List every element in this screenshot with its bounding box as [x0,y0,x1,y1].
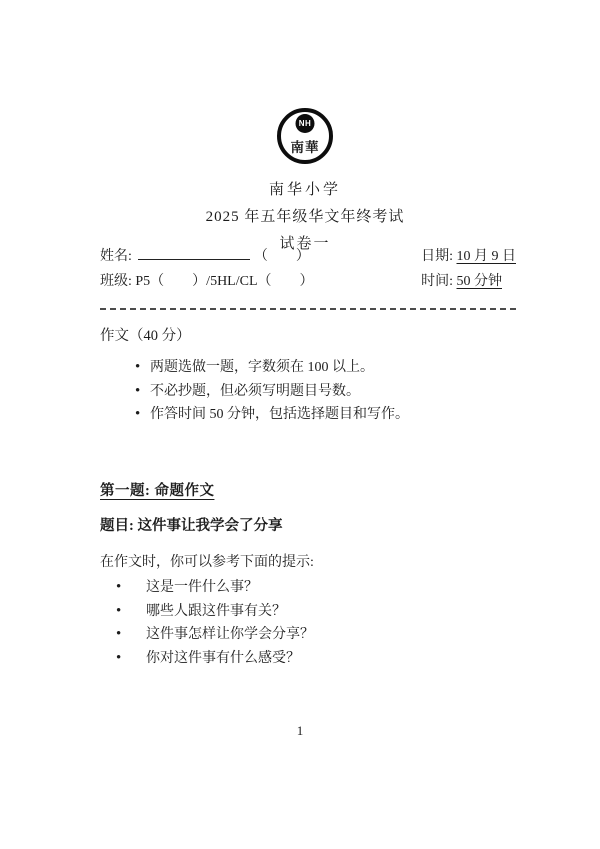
paper-title: 试卷一 [279,236,331,252]
instruction-item: • 两题选做一题，字数须在 100 以上。 [135,356,409,380]
hint-item: • 这是一件什么事？ [116,576,314,600]
date-row [421,244,516,269]
instruction-item: • 不必抄题，但必须写明题目号数。 [135,380,409,404]
page-number: 1 [296,723,304,738]
composition-section-title: 作文（40 分） [100,328,191,344]
hint-item: • 你对这件事有什么感受？ [116,647,314,671]
name-label: 姓名: [100,249,132,264]
exam-title: 2025 年五年级华文年终考试 [205,209,405,225]
school-logo-name: 南華 [290,140,320,155]
date-label: 日期: [421,249,453,264]
hint-item: • 这件事怎样让你学会分享？ [116,623,314,647]
exam-header [10,108,600,253]
class-label: 班级: [100,274,132,289]
question1-heading: 第一题: 命题作文 [100,483,215,499]
time-row [421,269,516,294]
school-monogram-icon: NH [296,114,315,133]
time-label: 时间: [421,274,453,289]
section-divider [100,308,516,310]
question1-hints-intro: 在作文时，你可以参考下面的提示: [100,555,314,570]
hint-item: • 哪些人跟这件事有关？ [116,600,314,624]
school-name: 南华小学 [268,182,341,198]
student-info-left [100,244,314,294]
name-blank-field [138,246,250,260]
student-info-block [100,244,516,294]
name-index-parens: （ ） [253,249,310,264]
hint-list [116,576,314,670]
class-options: P5（ ）/5HL/CL（ ） [135,274,314,289]
instruction-item: • 作答时间 50 分钟，包括选择题目和写作。 [135,403,409,427]
instruction-list [135,356,409,427]
time-value: 50 分钟 [456,274,502,289]
date-value: 10 月 9 日 [456,249,516,264]
school-logo [277,108,333,164]
name-row [100,244,314,269]
student-info-right [421,244,516,294]
class-row [100,269,314,294]
question1-topic: 题目: 这件事让我学会了分享 [100,518,283,534]
